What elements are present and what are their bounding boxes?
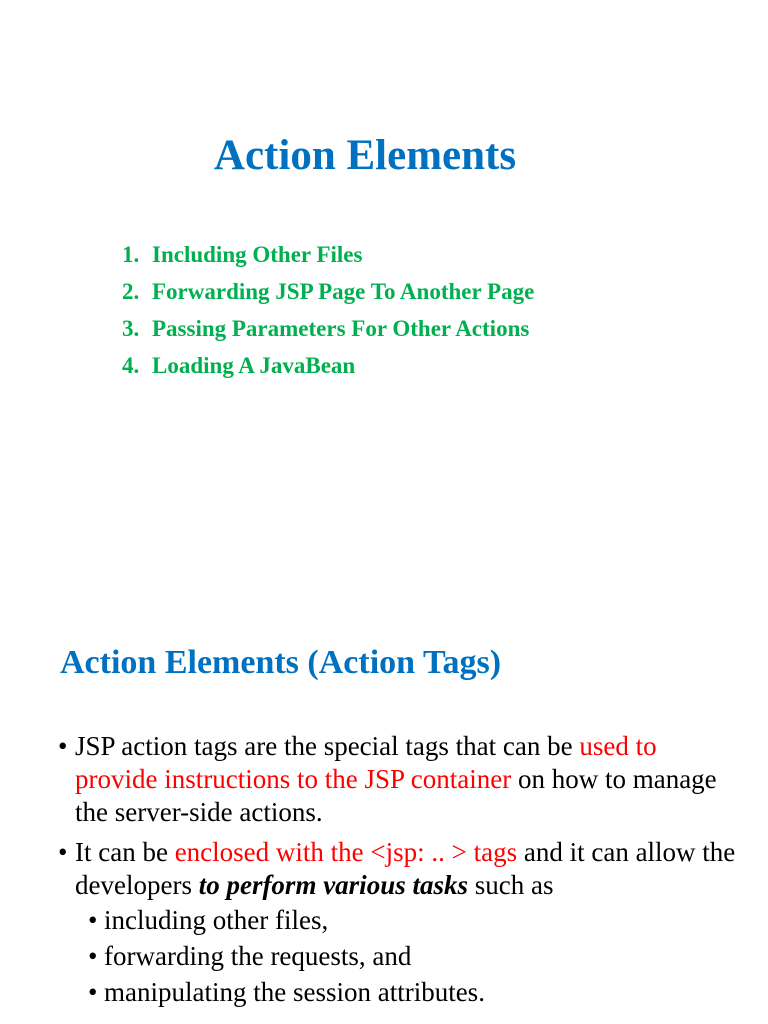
highlight-text: used to provide instructions to the JSP container [75,731,657,794]
highlight-text: enclosed with the <jsp: .. > tags [174,837,518,867]
list-item-label: Forwarding JSP Page To Another Page [152,279,535,304]
bullet-text: It can be [75,837,175,867]
sub-bullet-list [75,902,738,1010]
action-list [122,238,534,386]
sub-bullet-item: • manipulating the session attributes. [75,974,738,1010]
list-item-number: 2. [122,279,140,304]
bullet-text: JSP action tags are the special tags that can be [75,731,580,761]
bullet-text: and it can allow the developers [75,837,736,900]
slide-1-title: Action Elements [213,132,517,179]
list-item-label: Passing Parameters For Other Actions [152,316,530,341]
slide-2 [0,580,768,1024]
bullet-text: on how to manage the server-side actions. [75,764,717,827]
list-item-label: Including Other Files [152,242,363,267]
bullet-list [58,730,738,1017]
sub-bullet-item: • forwarding the requests, and [75,938,738,974]
sub-bullet-item: • including other files, [75,902,738,938]
list-item-number: 3. [122,316,140,341]
bullet-text: such as [467,870,554,900]
list-item-label: Loading A JavaBean [152,353,356,378]
bullet-item [58,730,738,829]
emphasis-text: to perform various tasks [198,870,468,900]
list-item-number: 4. [122,353,140,378]
list-item [122,275,534,312]
list-item-number: 1. [122,242,140,267]
slide-2-title: Action Elements (Action Tags) [60,644,502,681]
list-item [122,238,534,275]
list-item [122,349,534,386]
list-item [122,312,534,349]
bullet-item [58,836,738,1010]
